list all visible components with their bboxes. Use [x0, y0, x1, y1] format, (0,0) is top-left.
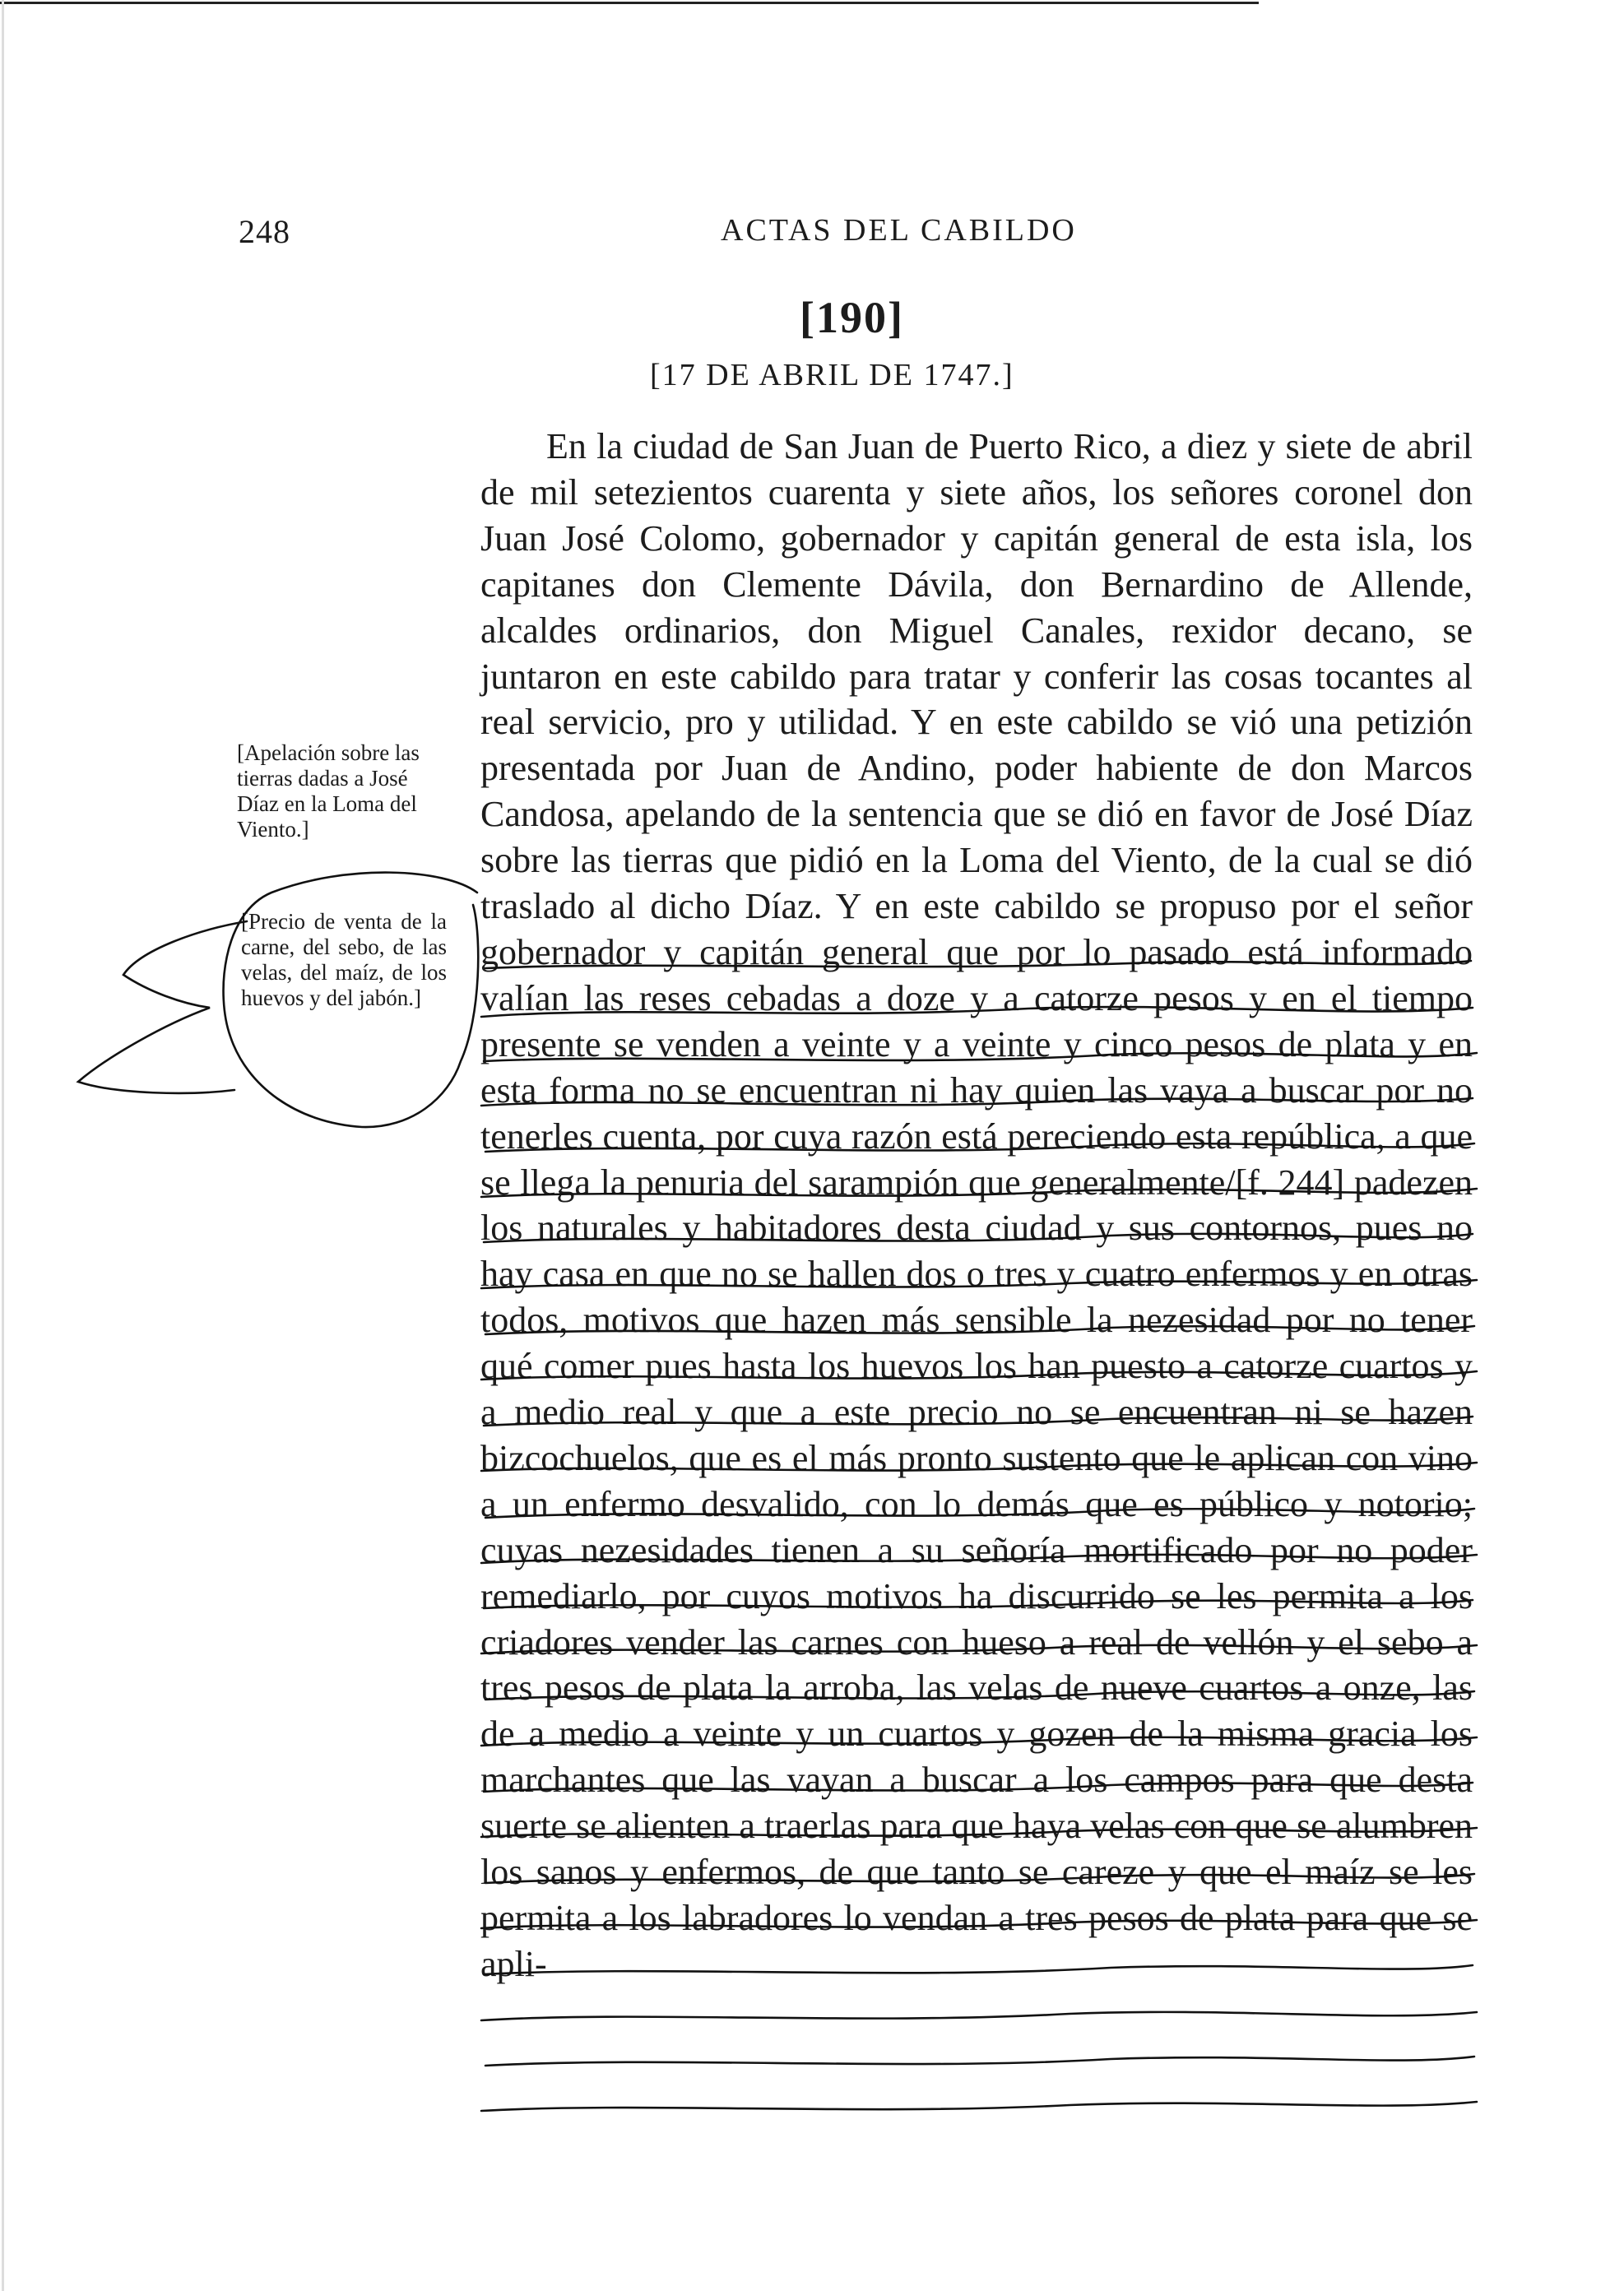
pen-stroke-26 — [481, 2102, 1477, 2111]
page-number: 248 — [239, 213, 290, 250]
left-edge-shadow — [2, 0, 4, 2291]
margin-note-prices: [Precio de venta de la carne, del sebo, de las velas, del maíz, de los huevos y del jabón.] — [241, 909, 447, 1010]
act-date: [17 DE ABRIL DE 1747.] — [650, 358, 1014, 392]
pen-stroke-24 — [481, 2012, 1477, 2020]
pen-stroke-25 — [485, 2057, 1474, 2066]
act-number: [190] — [800, 293, 904, 342]
top-rule — [0, 2, 1259, 4]
running-head: ACTAS DEL CABILDO — [721, 213, 1077, 248]
body-paragraph: En la ciudad de San Juan de Puerto Rico, a diez y siete de abril de mil setezientos cuarenta y siete años, los señores coronel don Juan José Colomo, gobernador y capitán general de esta isla, los capitanes don Clemente Dávila, don Bernardino de Allende, alcaldes ordinarios, don Miguel Canales, rexidor decano, se juntaron en este cabildo para tratar y conferir las cosas tocantes al real servicio, pro y utilidad. Y en este cabildo se vió una petizión presentada por Juan de Andino, poder habiente de don Marcos Candosa, apelando de la sentencia que se dió en favor de José Díaz sobre las tierras que pidió en la Loma del Viento, de la cual se dió traslado al dicho Díaz. Y en este cabildo se propuso por el señor gobernador y capitán general que por lo pasado está informado valían las reses cebadas a doze y a catorze pesos y en el tiempo presente se venden a veinte y a veinte y cinco pesos de plata y en esta forma no se encuentran ni hay quien las vaya a buscar por no tenerles cuenta, por cuya razón está pereciendo esta república, a que se llega la penuria del sarampión que generalmente/[f. 244] padezen los naturales y habitadores desta ciudad y sus contornos, pues no hay casa en que no se hallen dos o tres y cuatro enfermos y en otras todos, motivos que hazen más sensible la nezesidad por no tener qué comer pues hasta los huevos los han puesto a catorze cuartos y a medio real y que a este precio no se encuentran ni se hazen bizcochuelos, que es el más pronto sustento que le aplican con vino a un enfermo desvalido, con lo demás que es público y notorio; cuyas nezesidades tienen a su señoría mortificado por no poder remediarlo, por cuyos motivos ha discurrido se les permita a los criadores vender las carnes con hueso a real de vellón y el sebo a tres pesos de plata la arroba, las velas de nueve cuartos a onze, las de a medio a veinte y un cuartos y gozen de la misma gracia los marchantes que las vayan a buscar a los campos para que desta suerte se alienten a traerlas para que haya velas con que se alumbren los sanos y enfermos, de que tanto se careze y que el maíz se les permita a los labradores lo vendan a tres pesos de plata para que se apli- — [480, 426, 1473, 1984]
margin-note-appeal: [Apelación sobre las tierras dadas a José Díaz en la Loma del Viento.] — [237, 740, 420, 842]
margin-loop-tail-annotation — [78, 921, 247, 1093]
